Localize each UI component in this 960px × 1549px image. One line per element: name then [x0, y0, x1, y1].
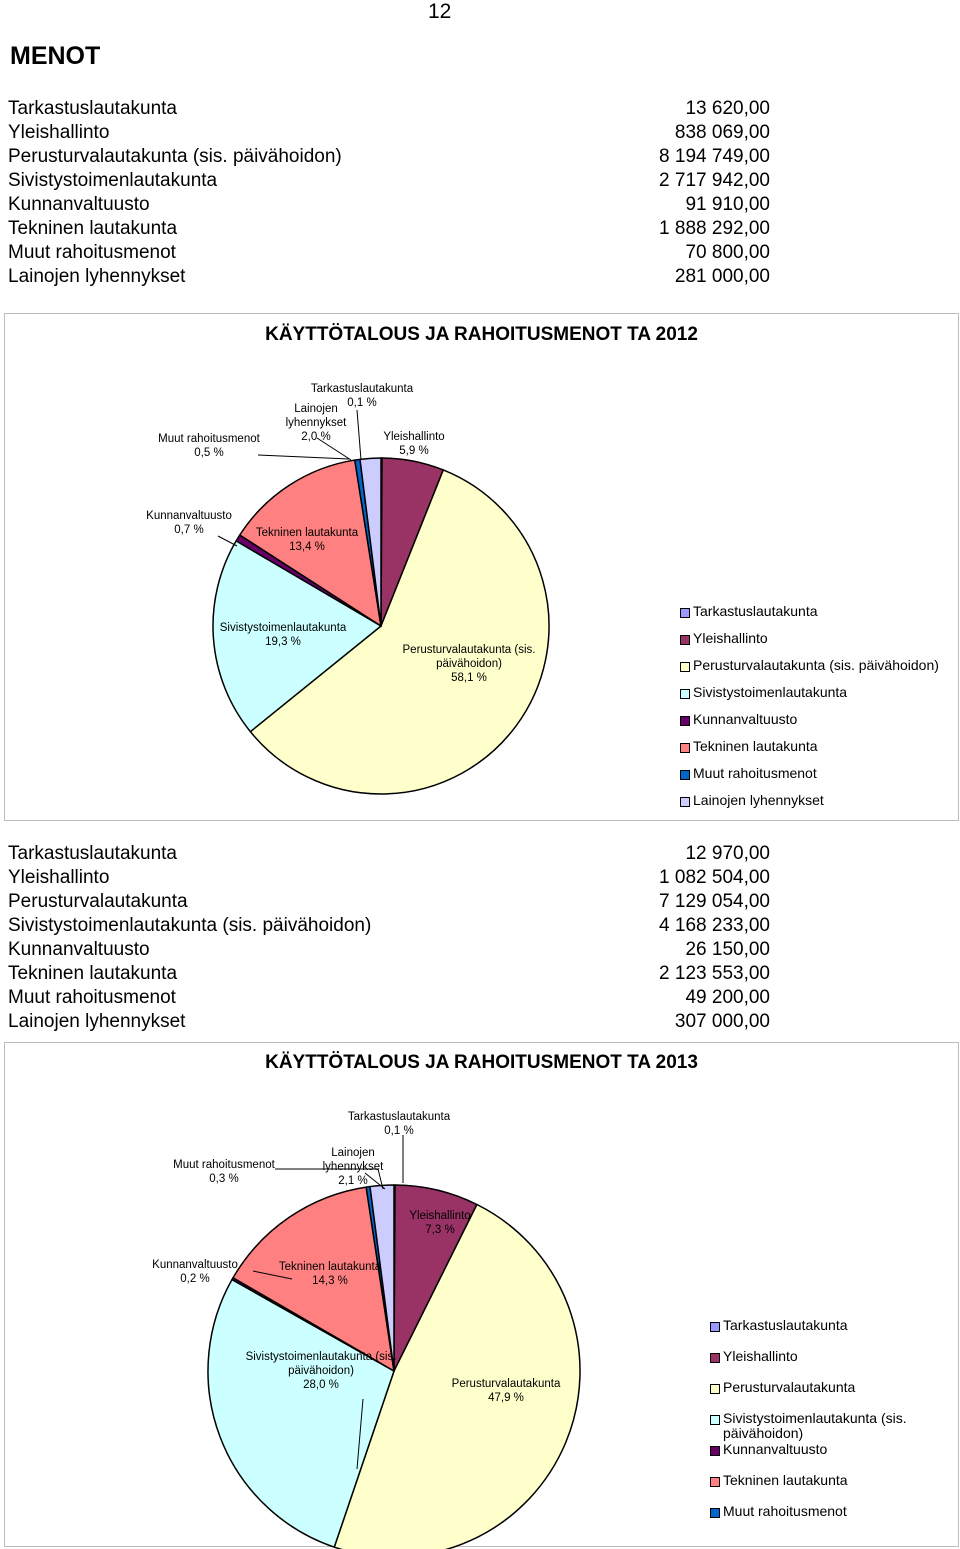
slice-label-line: Tarkastuslautakunta: [347, 1111, 451, 1123]
row-value: 49 200,00: [685, 987, 770, 1008]
legend-label: Kunnanvaltuusto: [723, 1441, 828, 1457]
row-label: Lainojen lyhennykset: [8, 1011, 186, 1032]
row-label: Tekninen lautakunta: [8, 218, 178, 239]
row-value: 2 717 942,00: [659, 170, 770, 191]
slice-label-line: 2,1 %: [338, 1175, 368, 1187]
page-number: 12: [428, 0, 452, 23]
table-row: [8, 169, 770, 193]
legend-label: Kunnanvaltuusto: [693, 711, 798, 727]
pie-chart-2012: [4, 313, 959, 821]
legend-swatch: [680, 689, 690, 699]
row-value: 2 123 553,00: [659, 963, 770, 984]
table-row: [8, 121, 770, 145]
slice-label-line: 0,1 %: [347, 397, 377, 409]
slice-label: [158, 433, 260, 459]
table-row: [8, 938, 770, 962]
table-row: [8, 962, 770, 986]
slice-label-line: päivähoidon): [288, 1365, 354, 1377]
row-label: Perusturvalautakunta (sis. päivähoidon): [8, 146, 342, 167]
slice-label-line: 0,5 %: [194, 447, 224, 459]
slice-label-line: Sivistystoimenlautakunta (sis.: [245, 1351, 397, 1363]
legend-swatch: [710, 1508, 720, 1518]
legend-swatch: [680, 608, 690, 618]
leader-line: [218, 536, 237, 546]
table-row: [8, 265, 770, 289]
row-label: Muut rahoitusmenot: [8, 242, 176, 263]
row-value: 8 194 749,00: [659, 146, 770, 167]
slice-label-line: 0,3 %: [209, 1173, 239, 1185]
legend-swatch: [710, 1446, 720, 1456]
slice-label-line: lyhennykset: [322, 1161, 384, 1173]
row-value: 13 620,00: [685, 98, 770, 119]
slice-label-line: Tarkastuslautakunta: [310, 383, 414, 395]
legend-swatch: [710, 1477, 720, 1487]
row-label: Sivistystoimenlautakunta: [8, 170, 218, 191]
slice-label-line: lyhennykset: [285, 417, 347, 429]
row-label: Kunnanvaltuusto: [8, 939, 150, 960]
slice-label-line: Muut rahoitusmenot: [173, 1159, 275, 1171]
table-row: [8, 914, 770, 938]
budget-table-2013: [8, 842, 770, 1034]
slice-label-line: Kunnanvaltuusto: [146, 510, 232, 522]
slice-label-line: 2,0 %: [301, 431, 331, 443]
slice-label: [146, 510, 232, 536]
row-label: Sivistystoimenlautakunta (sis. päivähoidon): [8, 915, 372, 936]
table-row: [8, 890, 770, 914]
slice-label-line: 47,9 %: [488, 1392, 524, 1404]
slice-label-line: Perusturvalautakunta: [451, 1378, 561, 1390]
row-label: Tarkastuslautakunta: [8, 843, 177, 864]
legend-label: Lainojen lyhennykset: [693, 792, 824, 808]
table-row: [8, 193, 770, 217]
row-value: 7 129 054,00: [659, 891, 770, 912]
legend-label: Tarkastuslautakunta: [723, 1317, 848, 1333]
legend-swatch: [680, 797, 690, 807]
row-label: Tarkastuslautakunta: [8, 98, 177, 119]
slice-label-line: 14,3 %: [312, 1275, 348, 1287]
slice-label-line: Lainojen: [294, 403, 338, 415]
table-row: [8, 145, 770, 169]
slice-label-line: 13,4 %: [289, 541, 325, 553]
legend-swatch: [710, 1353, 720, 1363]
table-row: [8, 217, 770, 241]
table-row: [8, 842, 770, 866]
row-value: 26 150,00: [685, 939, 770, 960]
row-label: Yleishallinto: [8, 867, 110, 888]
row-value: 12 970,00: [685, 843, 770, 864]
leader-line: [357, 410, 361, 460]
pie-chart-2013-plot: [5, 1043, 958, 1546]
legend-swatch: [680, 635, 690, 645]
row-value: 838 069,00: [674, 122, 770, 143]
slice-label-line: Sivistystoimenlautakunta: [219, 622, 347, 634]
row-label: Lainojen lyhennykset: [8, 266, 186, 287]
legend-label: Muut rahoitusmenot: [693, 765, 817, 781]
slice-label-line: 5,9 %: [399, 445, 429, 457]
slice-label-line: Muut rahoitusmenot: [158, 433, 260, 445]
slice-label: [286, 403, 348, 443]
slice-label-line: Yleishallinto: [383, 431, 445, 443]
slice-label-line: Tekninen lautakunta: [278, 1261, 382, 1273]
legend-label: Yleishallinto: [693, 630, 768, 646]
row-label: Perusturvalautakunta: [8, 891, 188, 912]
chart-title: KÄYTTÖTALOUS JA RAHOITUSMENOT TA 2013: [265, 1052, 698, 1073]
pie-chart-2013: [4, 1042, 959, 1547]
slice-label-line: Tekninen lautakunta: [255, 527, 359, 539]
row-value: 1 888 292,00: [659, 218, 770, 239]
section-heading: MENOT: [10, 42, 101, 70]
table-row: [8, 97, 770, 121]
legend-swatch: [710, 1384, 720, 1394]
slice-label: [173, 1159, 275, 1185]
slice-label-line: 58,1 %: [451, 672, 487, 684]
legend-label: Tarkastuslautakunta: [693, 603, 818, 619]
row-value: 4 168 233,00: [659, 915, 770, 936]
legend-label: Tekninen lautakunta: [723, 1472, 848, 1488]
slice-label: [348, 1111, 451, 1137]
legend-swatch: [710, 1322, 720, 1332]
row-label: Yleishallinto: [8, 122, 110, 143]
table-row: [8, 1010, 770, 1034]
legend-label: Perusturvalautakunta: [723, 1379, 856, 1395]
slice-label-line: päivähoidon): [436, 658, 502, 670]
legend-swatch: [680, 743, 690, 753]
row-label: Kunnanvaltuusto: [8, 194, 150, 215]
slice-label-line: 0,7 %: [174, 524, 204, 536]
row-value: 307 000,00: [674, 1011, 770, 1032]
table-row: [8, 866, 770, 890]
legend-label: Tekninen lautakunta: [693, 738, 818, 754]
slice-label-line: Kunnanvaltuusto: [152, 1259, 238, 1271]
legend-swatch: [680, 716, 690, 726]
slice-label-line: Lainojen: [331, 1147, 375, 1159]
row-value: 70 800,00: [685, 242, 770, 263]
row-value: 281 000,00: [674, 266, 770, 287]
row-value: 1 082 504,00: [659, 867, 770, 888]
slice-label-line: 19,3 %: [265, 636, 301, 648]
table-row: [8, 986, 770, 1010]
slice-label-line: 7,3 %: [425, 1224, 455, 1236]
chart-title: KÄYTTÖTALOUS JA RAHOITUSMENOT TA 2012: [265, 324, 698, 345]
legend-label: Sivistystoimenlautakunta (sis. päivähoidon): [723, 1410, 907, 1441]
slice-label-line: 0,1 %: [384, 1125, 414, 1137]
legend-label: Muut rahoitusmenot: [723, 1503, 847, 1519]
legend-label: Perusturvalautakunta (sis. päivähoidon): [693, 657, 939, 673]
slice-label-line: Perusturvalautakunta (sis.: [402, 644, 536, 656]
row-value: 91 910,00: [685, 194, 770, 215]
legend-swatch: [680, 770, 690, 780]
legend-label: Sivistystoimenlautakunta: [693, 684, 848, 700]
legend-label: Yleishallinto: [723, 1348, 798, 1364]
slice-label-line: Yleishallinto: [409, 1210, 471, 1222]
legend-swatch: [710, 1415, 720, 1425]
slice-label-line: 28,0 %: [303, 1379, 339, 1391]
slice-label: [152, 1259, 238, 1285]
budget-table-2012: [8, 97, 770, 289]
leader-line: [258, 455, 349, 459]
legend-swatch: [680, 662, 690, 672]
slice-label-line: 0,2 %: [180, 1273, 210, 1285]
table-row: [8, 241, 770, 265]
row-label: Muut rahoitusmenot: [8, 987, 176, 1008]
row-label: Tekninen lautakunta: [8, 963, 178, 984]
slice-label: [383, 431, 444, 457]
